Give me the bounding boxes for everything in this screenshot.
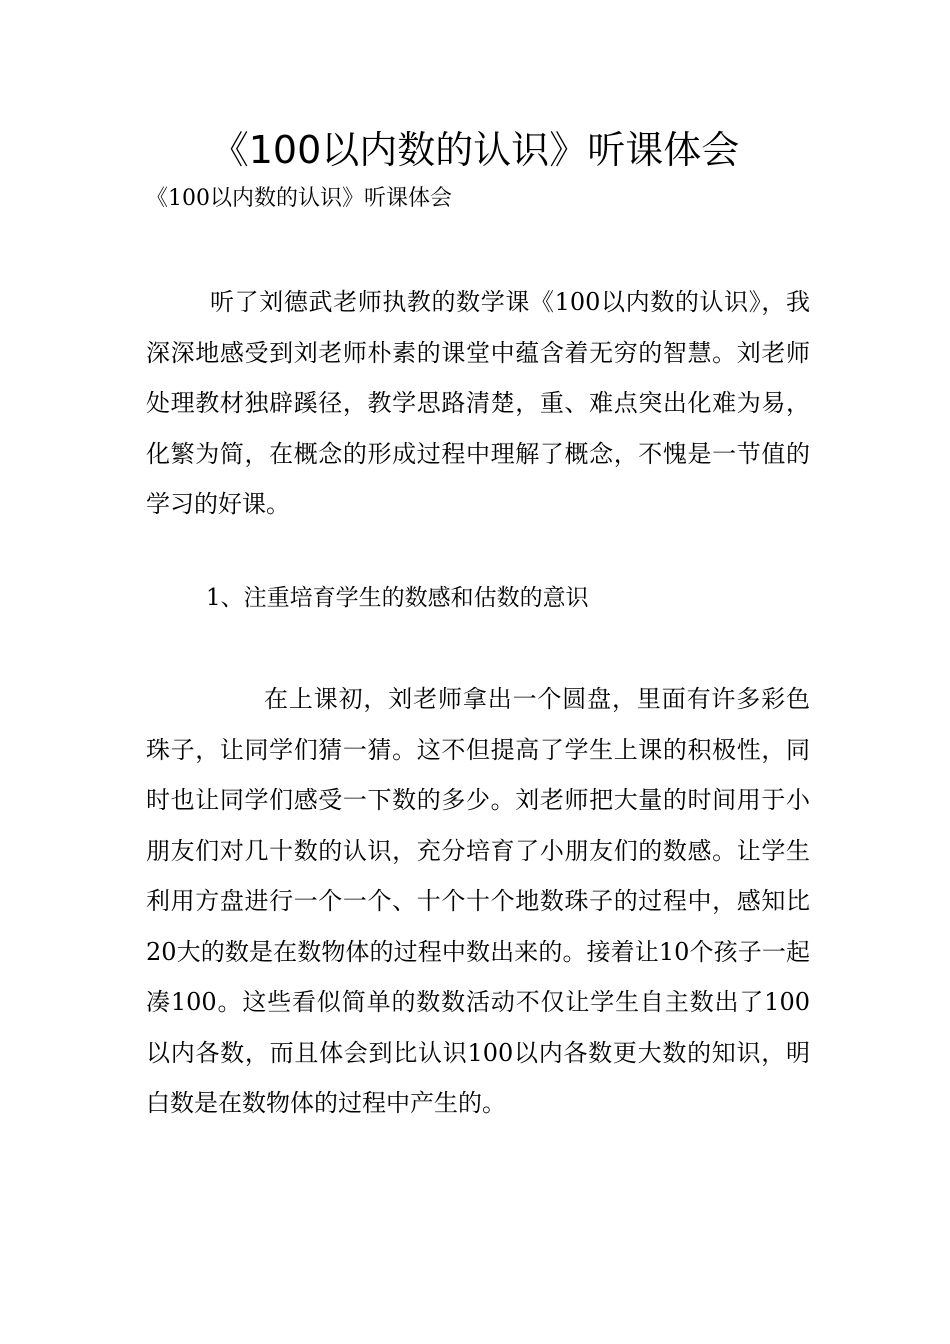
paragraph-intro: 听了刘德武老师执教的数学课《100以内数的认识》，我深深地感受到刘老师朴素的课堂中蕴含着无穷的智慧。刘老师处理教材独辟蹊径，教学思路清楚，重、难点突出化难为易，化繁为简，在概念的形成过程中理解了概念，不愧是一节值的学习的好课。 xyxy=(146,288,810,518)
section-heading-1: 1、注重培育学生的数感和估数的意识 xyxy=(206,585,589,611)
page-title: 《100以内数的认识》听课体会 xyxy=(210,128,740,172)
paragraph-section-1: 在上课初，刘老师拿出一个圆盘，里面有许多彩色珠子，让同学们猜一猜。这不但提高了学生上课的积极性，同时也让同学们感受一下数的多少。刘老师把大量的时间用于小朋友们对几十数的认识，充分培育了小朋友们的数感。让学生利用方盘进行一个一个、十个十个地数珠子的过程中，感知比20大的数是在数物体的过程中数出来的。接着让10个孩子一起凑100。这些看似简单的数数活动不仅让学生自主数出了100以内各数，而且体会到比认识100以内各数更大数的知识，明白数是在数物体的过程中产生的。 xyxy=(146,685,810,1117)
document-subtitle: 《100以内数的认识》听课体会 xyxy=(146,186,452,211)
